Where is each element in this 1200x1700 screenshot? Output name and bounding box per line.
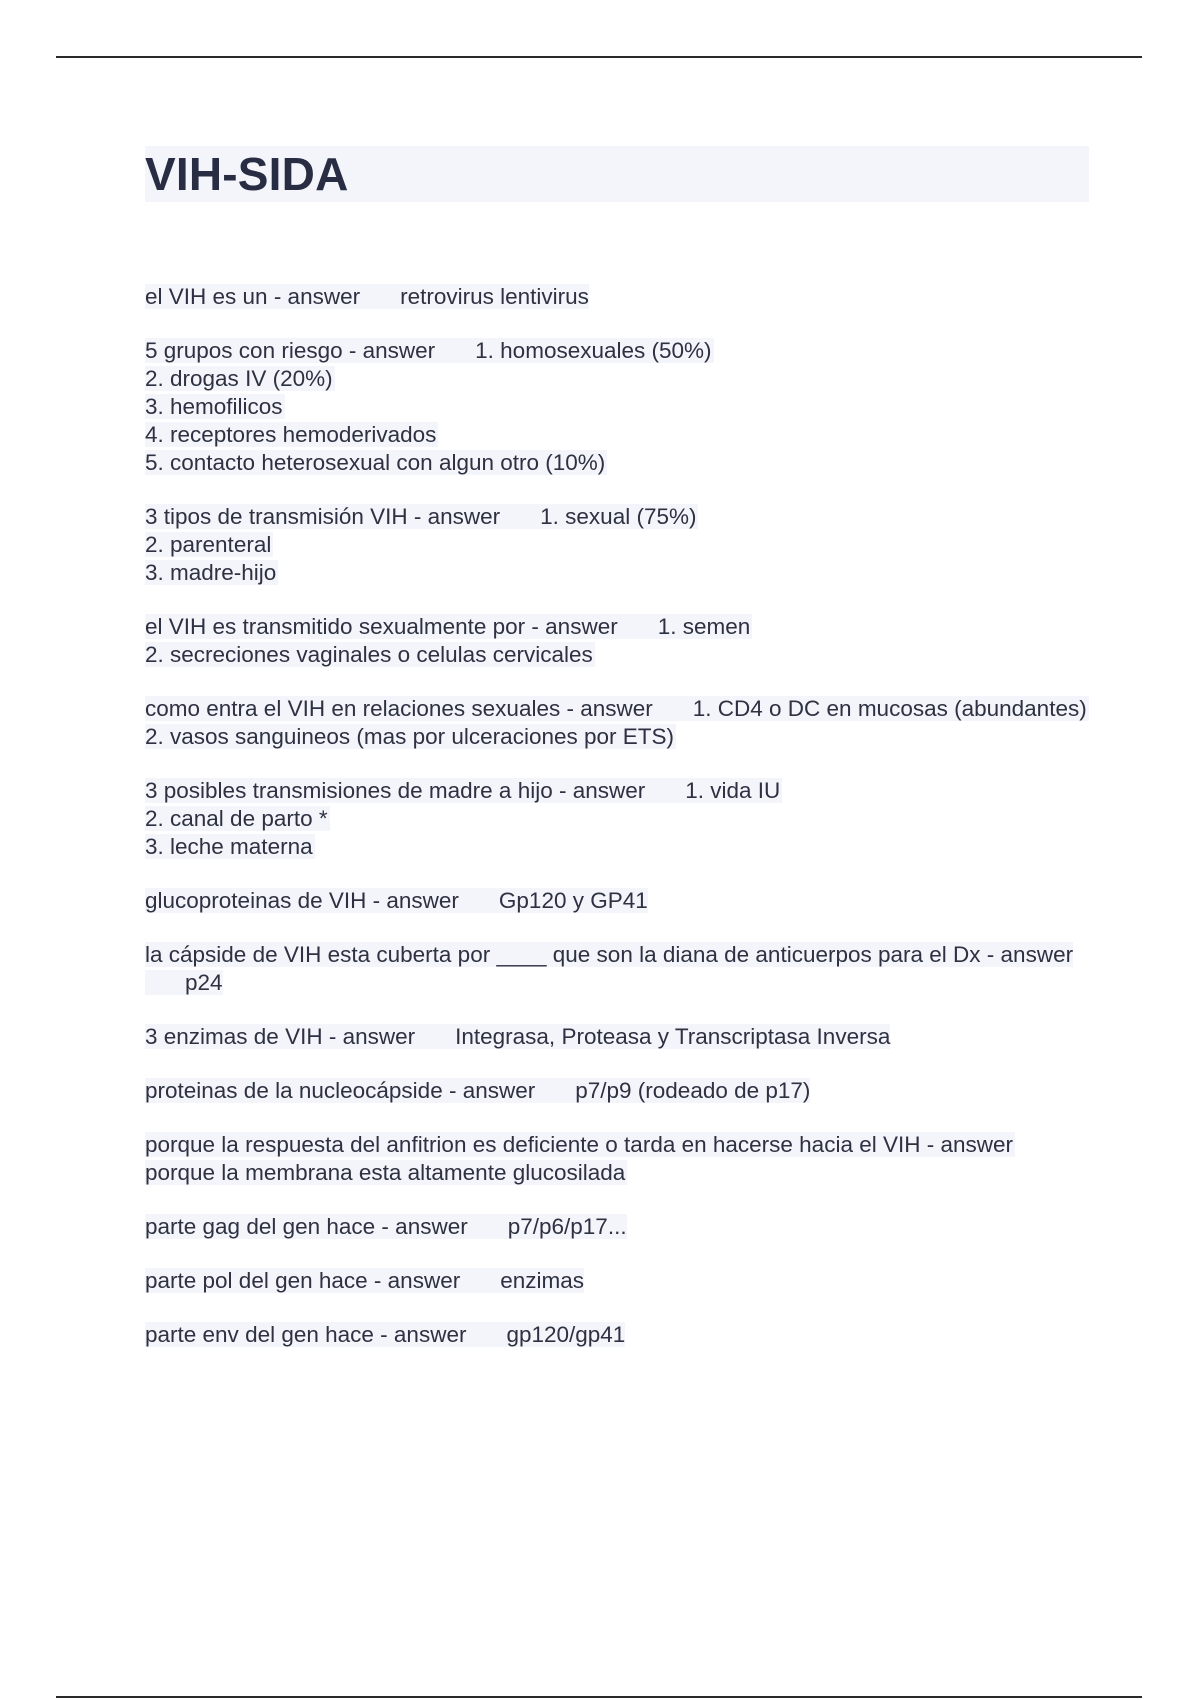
flashcard-answer: 1. semen xyxy=(657,614,751,639)
flashcard-list xyxy=(145,283,1089,1375)
flashcard-answer-line: 2. secreciones vaginales o celulas cervicales xyxy=(145,642,593,667)
flashcard-question: 3 enzimas de VIH - answer xyxy=(145,1024,416,1049)
document-title: VIH-SIDA xyxy=(145,148,349,200)
flashcard-answer: 1. vida IU xyxy=(685,778,781,803)
flashcard-question: la cápside de VIH esta cuberta por ____ que son la diana de anticuerpos para el Dx - answer xyxy=(145,942,1074,967)
flashcard-question: como entra el VIH en relaciones sexuales - answer xyxy=(145,696,653,721)
flashcard-answer-line: 4. receptores hemoderivados xyxy=(145,422,437,447)
flashcard-question: parte env del gen hace - answer xyxy=(145,1322,467,1347)
flashcard xyxy=(145,1267,1089,1295)
flashcard-question: 5 grupos con riesgo - answer xyxy=(145,338,436,363)
flashcard xyxy=(145,777,1089,861)
flashcard-answer: p24 xyxy=(185,970,223,995)
bottom-rule xyxy=(56,1696,1142,1698)
flashcard-question: parte pol del gen hace - answer xyxy=(145,1268,461,1293)
flashcard-question: porque la respuesta del anfitrion es deficiente o tarda en hacerse hacia el VIH - answer xyxy=(145,1132,1014,1157)
flashcard-answer: Gp120 y GP41 xyxy=(498,888,648,913)
flashcard-answer: gp120/gp41 xyxy=(506,1322,626,1347)
flashcard-question: parte gag del gen hace - answer xyxy=(145,1214,468,1239)
flashcard-answer: 1. homosexuales (50%) xyxy=(475,338,712,363)
flashcard-answer: Integrasa, Proteasa y Transcriptasa Inversa xyxy=(455,1024,891,1049)
flashcard xyxy=(145,283,1089,311)
flashcard xyxy=(145,695,1089,751)
flashcard-question: el VIH es transmitido sexualmente por - answer xyxy=(145,614,618,639)
flashcard xyxy=(145,1077,1089,1105)
flashcard-answer-line: 3. leche materna xyxy=(145,834,313,859)
flashcard xyxy=(145,337,1089,477)
flashcard-question: 3 posibles transmisiones de madre a hijo - answer xyxy=(145,778,646,803)
flashcard-answer: 1. sexual (75%) xyxy=(540,504,697,529)
flashcard-question: glucoproteinas de VIH - answer xyxy=(145,888,459,913)
flashcard xyxy=(145,1023,1089,1051)
flashcard xyxy=(145,887,1089,915)
flashcard-answer: retrovirus lentivirus xyxy=(400,284,589,309)
flashcard-answer-line: 2. canal de parto * xyxy=(145,806,328,831)
flashcard xyxy=(145,1131,1089,1187)
flashcard-answer-line: 3. hemofilicos xyxy=(145,394,283,419)
flashcard xyxy=(145,941,1089,997)
flashcard-answer-line: 2. parenteral xyxy=(145,532,272,557)
flashcard-answer: 1. CD4 o DC en mucosas (abundantes) xyxy=(692,696,1087,721)
flashcard-answer: p7/p6/p17... xyxy=(507,1214,627,1239)
flashcard xyxy=(145,613,1089,669)
flashcard xyxy=(145,1213,1089,1241)
flashcard-answer: p7/p9 (rodeado de p17) xyxy=(575,1078,811,1103)
flashcard-question: proteinas de la nucleocápside - answer xyxy=(145,1078,536,1103)
flashcard-answer-line: 3. madre-hijo xyxy=(145,560,277,585)
flashcard-answer-line: 5. contacto heterosexual con algun otro (10%) xyxy=(145,450,606,475)
flashcard xyxy=(145,1321,1089,1349)
flashcard xyxy=(145,503,1089,587)
flashcard-answer: porque la membrana esta altamente glucosilada xyxy=(145,1160,626,1185)
flashcard-question: 3 tipos de transmisión VIH - answer xyxy=(145,504,501,529)
flashcard-answer: enzimas xyxy=(500,1268,584,1293)
flashcard-answer-line: 2. drogas IV (20%) xyxy=(145,366,333,391)
flashcard-question: el VIH es un - answer xyxy=(145,284,361,309)
flashcard-answer-line: 2. vasos sanguineos (mas por ulceraciones por ETS) xyxy=(145,724,675,749)
top-rule xyxy=(56,56,1142,58)
